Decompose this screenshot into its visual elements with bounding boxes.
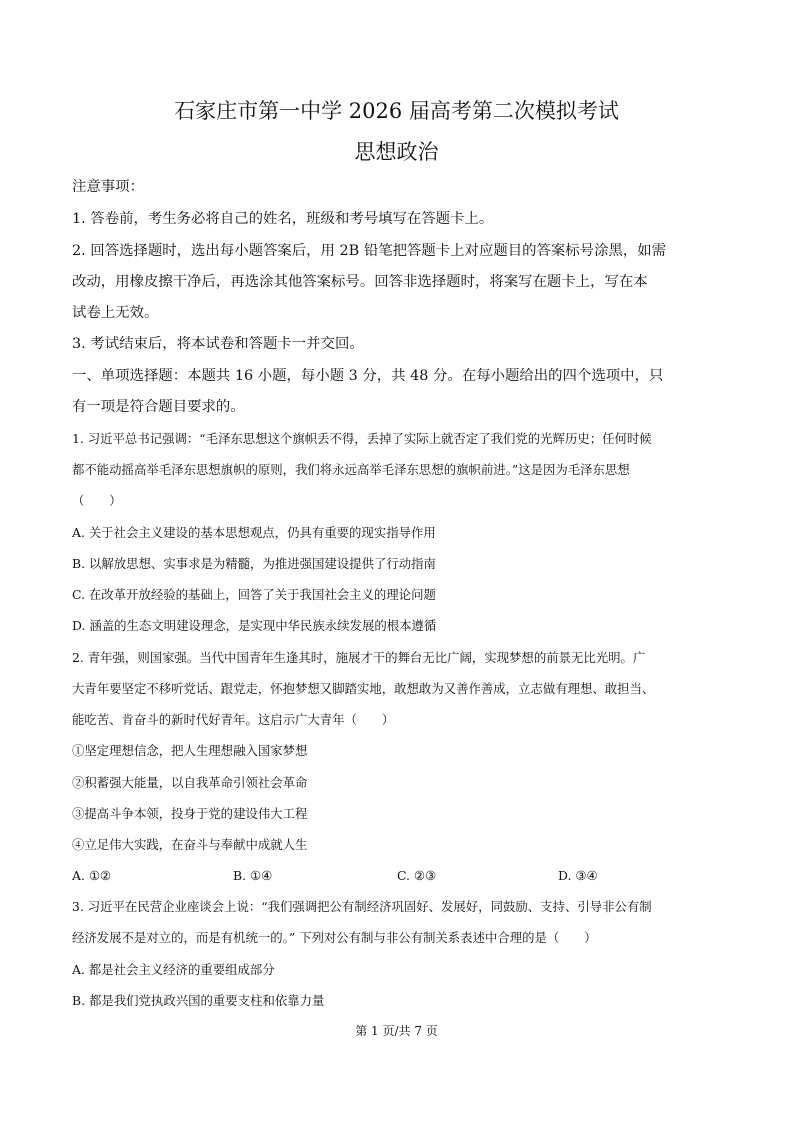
notice-item-3: 3. 考试结束后，将本试卷和答题卡一并交回。 — [72, 336, 364, 352]
notice-item-1: 1. 答卷前，考生务必将自己的姓名，班级和考号填写在答题卡上。 — [72, 211, 494, 227]
question-3-option-b: B. 都是我们党执政兴国的重要支柱和依靠力量 — [72, 993, 325, 1008]
question-2-option-a: A. ①② — [72, 868, 112, 883]
page-number-footer: 第 1 页/共 7 页 — [355, 1024, 438, 1038]
section-heading-line-2: 有一项是符合题目要求的。 — [72, 399, 245, 415]
question-3-stem-line-2: 经济发展不是对立的，而是有机统一的。” 下列对公有制与非公有制关系表述中合理的是（ ） — [72, 930, 597, 945]
question-2-stem-line-2: 大青年要坚定不移听党话、跟党走，怀抱梦想又脚踏实地，敢想敢为又善作善成，立志做有理想、敢担当、 — [72, 681, 655, 696]
notice-item-2-line-1: 2. 回答选择题时，选出每小题答案后，用 2B 铅笔把答题卡上对应题目的答案标号涂黑，如需 — [72, 243, 667, 259]
notice-item-2-line-3: 试卷上无效。 — [72, 305, 159, 321]
question-2-option-b: B. ①④ — [233, 868, 273, 883]
question-2-option-d: D. ③④ — [558, 868, 598, 883]
question-2-option-c: C. ②③ — [397, 868, 437, 883]
question-2-item-1: ①坚定理想信念，把人生理想融入国家梦想 — [72, 743, 308, 758]
question-1-option-d: D. 涵盖的生态文明建设理念，是实现中华民族永续发展的根本遵循 — [72, 618, 437, 633]
question-2-item-4: ④立足伟大实践，在奋斗与奉献中成就人生 — [72, 837, 308, 852]
question-2-item-2: ②积蓄强大能量，以自我革命引领社会革命 — [72, 775, 308, 790]
question-2-stem-line-1: 2. 青年强，则国家强。当代中国青年生逢其时，施展才干的舞台无比广阔，实现梦想的前景无比光明。广 — [72, 650, 646, 665]
question-3-stem-line-1: 3. 习近平在民营企业座谈会上说：“我们强调把公有制经济巩固好、发展好，同鼓励、支持、引导非公有制 — [72, 899, 652, 914]
question-3-option-a: A. 都是社会主义经济的重要组成部分 — [72, 962, 275, 977]
question-1-stem-line-3: （ ） — [72, 493, 122, 508]
question-2-options — [72, 865, 724, 887]
question-1-option-c: C. 在改革开放经验的基础上，回答了关于我国社会主义的理论问题 — [72, 587, 436, 602]
notice-item-2-line-2: 改动，用橡皮擦干净后，再选涂其他答案标号。回答非选择题时，将案写在题卡上，写在本 — [72, 274, 648, 290]
question-1-option-a: A. 关于社会主义建设的基本思想观点，仍具有重要的现实指导作用 — [72, 525, 436, 540]
question-2-item-3: ③提高斗争本领，投身于党的建设伟大工程 — [72, 806, 308, 821]
section-heading-line-1: 一、单项选择题：本题共 16 小题，每小题 3 分，共 48 分。在每小题给出的四个选项中，只 — [72, 368, 664, 384]
notice-heading: 注意事项： — [72, 179, 144, 195]
question-1-stem-line-1: 1. 习近平总书记强调：“毛泽东思想这个旗帜丢不得，丢掉了实际上就否定了我们党的光辉历史；任何时候 — [72, 431, 652, 446]
question-1-stem-line-2: 都不能动摇高举毛泽东思想旗帜的原则，我们将永远高举毛泽东思想的旗帜前进。”这是因为毛泽东思想 — [72, 462, 630, 477]
subject-title: 思想政治 — [354, 140, 439, 164]
question-1-option-b: B. 以解放思想、实事求是为精髓，为推进强国建设提供了行动指南 — [72, 556, 436, 571]
question-2-stem-line-3: 能吃苦、肯奋斗的新时代好青年。这启示广大青年（ ） — [72, 712, 395, 727]
exam-title: 石家庄市第一中学 2026 届高考第二次模拟考试 — [174, 99, 619, 123]
